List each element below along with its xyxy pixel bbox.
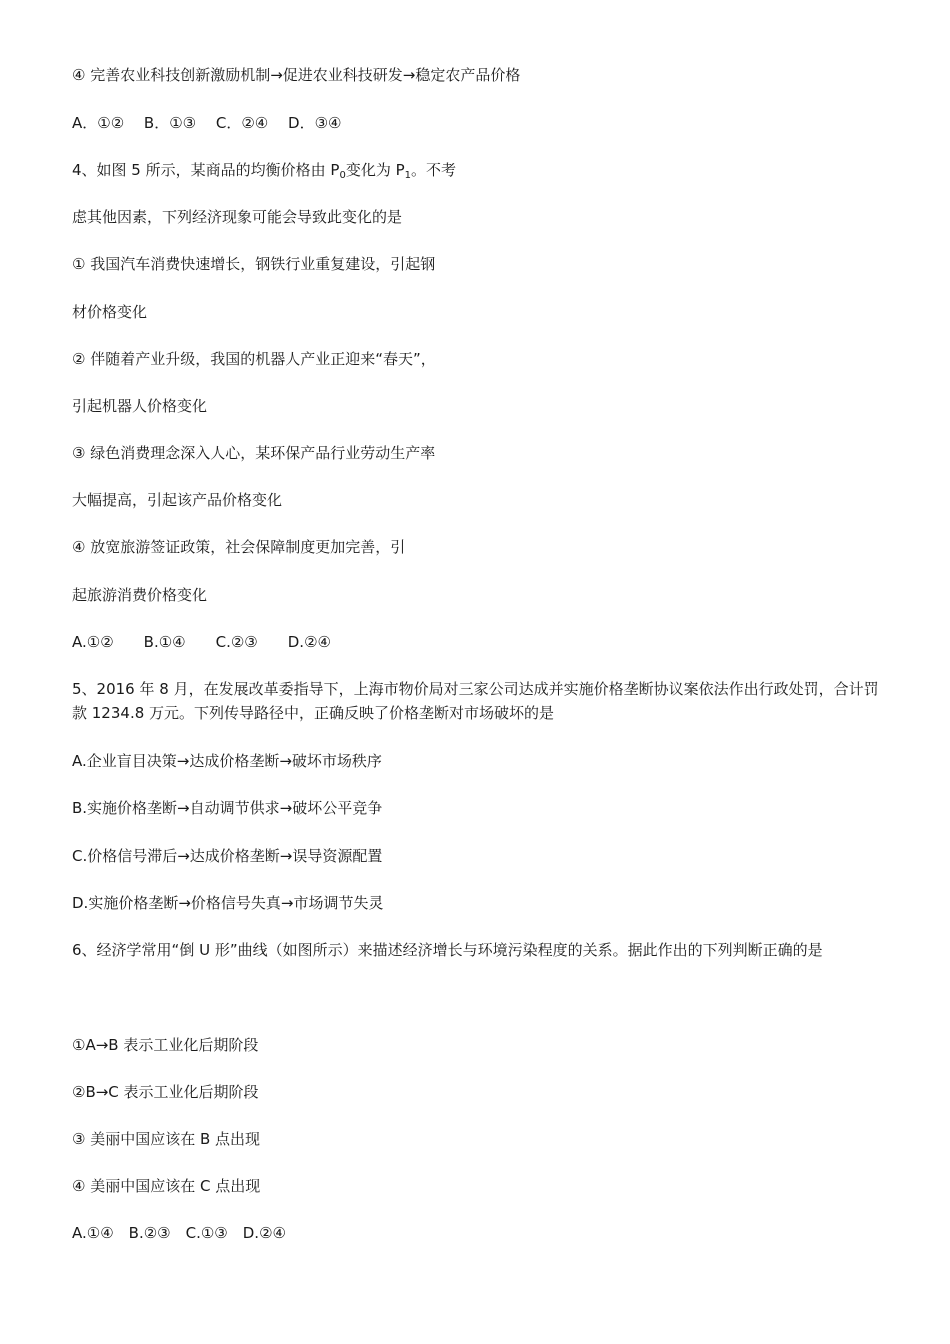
- q4-stem-text-c: 。不考: [411, 161, 457, 179]
- q5-stem: 5、2016 年 8 月，在发展改革委指导下，上海市物价局对三家公司达成并实施价格垄断协议案依法作出行政处罚，合计罚款 1234.8 万元。下列传导路径中，正确反映了价格垄断对市场破坏的是: [72, 680, 879, 722]
- q6-option-2: ②B→C 表示工业化后期阶段: [72, 1083, 259, 1101]
- q4-option-2-line-2: 引起机器人价格变化: [72, 397, 208, 415]
- q5-option-a: A.企业盲目决策→达成价格垄断→破坏市场秩序: [72, 752, 382, 770]
- q4-option-1-line-2: 材价格变化: [72, 303, 148, 321]
- q4-option-4-line-1: ④ 放宽旅游签证政策，社会保障制度更加完善，引: [72, 538, 406, 556]
- q6-option-3: ③ 美丽中国应该在 B 点出现: [72, 1130, 261, 1148]
- q5-option-b: B.实施价格垄断→自动调节供求→破坏公平竞争: [72, 799, 383, 817]
- q3-answer-choices: A．①② B．①③ C．②④ D．③④: [72, 114, 342, 132]
- q4-stem-line-1: [72, 158, 884, 182]
- q4-stem-text-a: 4、如图 5 所示，某商品的均衡价格由 P: [72, 161, 340, 179]
- q4-option-4-line-2: 起旅游消费价格变化: [72, 586, 208, 604]
- q5-option-c: C.价格信号滞后→达成价格垄断→误导资源配置: [72, 847, 383, 865]
- q6-option-4: ④ 美丽中国应该在 C 点出现: [72, 1177, 261, 1195]
- q4-option-3-line-1: ③ 绿色消费理念深入人心，某环保产品行业劳动生产率: [72, 444, 436, 462]
- q4-stem-line-2: 虑其他因素，下列经济现象可能会导致此变化的是: [72, 208, 403, 226]
- p0-subscript: 0: [339, 170, 346, 181]
- p1-subscript: 1: [404, 170, 412, 181]
- q4-option-2-line-1: ② 伴随着产业升级，我国的机器人产业正迎来“春天”，: [72, 350, 436, 368]
- q6-stem: 6、经济学常用“倒 U 形”曲线（如图所示）来描述经济增长与环境污染程度的关系。据此作出的下列判断正确的是: [72, 941, 823, 959]
- q4-answer-choices: A.①② B.①④ C.②③ D.②④: [72, 633, 331, 651]
- q4-option-1-line-1: ① 我国汽车消费快速增长，钢铁行业重复建设，引起钢: [72, 255, 436, 273]
- q5-option-d: D.实施价格垄断→价格信号失真→市场调节失灵: [72, 894, 384, 912]
- q4-option-3-line-2: 大幅提高，引起该产品价格变化: [72, 491, 283, 509]
- q4-stem-text-b: 变化为 P: [345, 161, 405, 179]
- q6-answer-choices: A.①④ B.②③ C.①③ D.②④: [72, 1224, 286, 1242]
- q3-option-4: ④ 完善农业科技创新激励机制→促进农业科技研发→稳定农产品价格: [72, 66, 521, 84]
- q6-option-1: ①A→B 表示工业化后期阶段: [72, 1036, 259, 1054]
